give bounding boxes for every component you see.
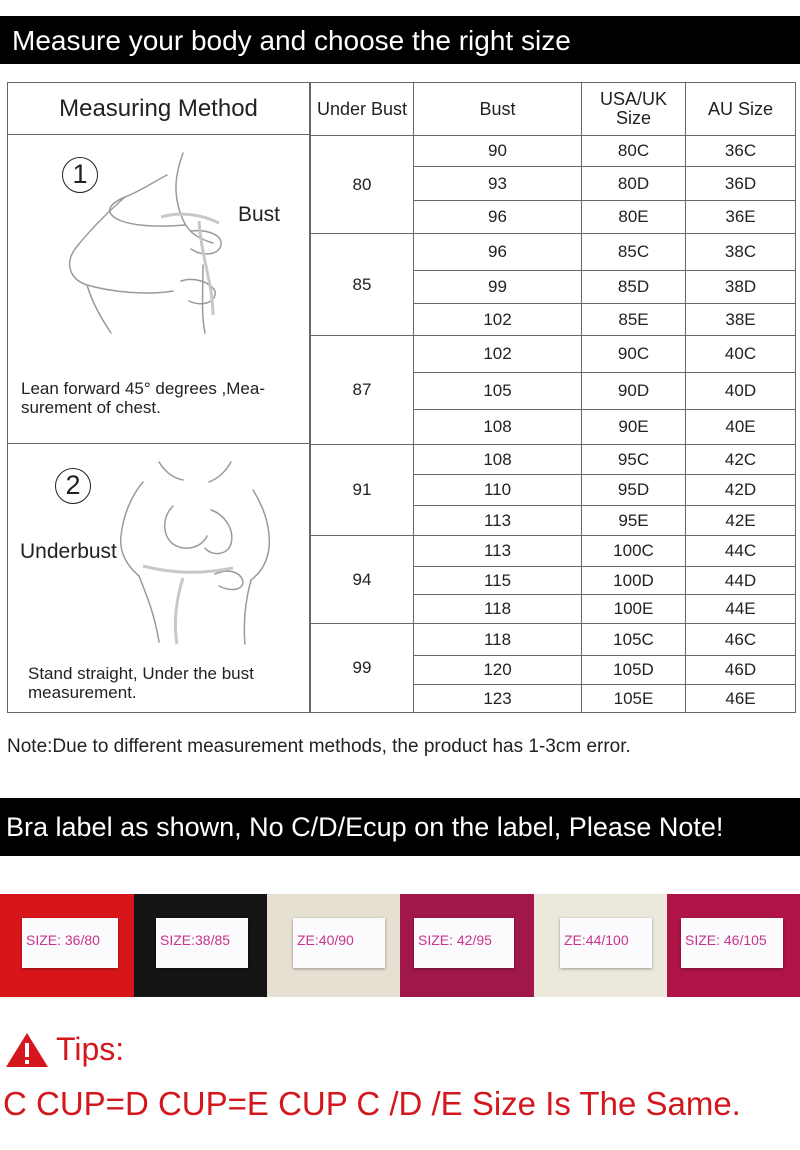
- method-step-underbust: [7, 443, 310, 713]
- label-banner-text: Bra label as shown, No C/D/Ecup on the label, Please Note!: [6, 812, 724, 842]
- bust-cell: 110: [414, 475, 582, 506]
- size-label-tag: [22, 918, 118, 968]
- bust-measure-illustration: [63, 145, 233, 335]
- size-label-tag: [156, 918, 248, 968]
- tips-text: C CUP=D CUP=E CUP C /D /E Size Is The Same.: [3, 1085, 741, 1122]
- au-cell: 44D: [686, 567, 796, 595]
- au-cell: 44C: [686, 536, 796, 567]
- top-banner: [0, 16, 800, 64]
- underbust-description-line1: Stand straight, Under the bust: [28, 664, 254, 683]
- usa-uk-cell: 95D: [582, 475, 686, 506]
- usa-uk-cell: 85D: [582, 271, 686, 304]
- bust-cell: 115: [414, 567, 582, 595]
- bust-cell: 123: [414, 685, 582, 713]
- size-label-tag: [414, 918, 514, 968]
- usa-uk-cell: 90C: [582, 336, 686, 373]
- usa-uk-cell: 90E: [582, 410, 686, 445]
- au-cell: 36C: [686, 136, 796, 167]
- bust-description: [21, 379, 265, 417]
- size-table-body: [311, 136, 796, 713]
- bust-cell: 96: [414, 234, 582, 271]
- size-table: [310, 82, 796, 713]
- bust-description-line1: Lean forward 45° degrees ,Mea-: [21, 379, 265, 398]
- bust-cell: 105: [414, 373, 582, 410]
- size-label-tag: [560, 918, 652, 968]
- au-cell: 38D: [686, 271, 796, 304]
- size-label-photo: [134, 894, 267, 997]
- bust-cell: 102: [414, 336, 582, 373]
- table-row: [311, 136, 796, 167]
- under-bust-cell: 85: [311, 234, 414, 336]
- bust-cell: 108: [414, 445, 582, 475]
- table-header-row: [311, 83, 796, 136]
- size-label-text: ZE:40/90: [297, 932, 354, 948]
- au-cell: 46C: [686, 624, 796, 656]
- au-size-header: AU Size: [686, 83, 796, 136]
- size-label-text: SIZE: 42/95: [418, 932, 492, 948]
- step-number-2: 2: [55, 468, 91, 504]
- table-row: [311, 624, 796, 656]
- table-row: [311, 445, 796, 475]
- top-banner-text: Measure your body and choose the right size: [12, 25, 571, 56]
- measurement-note: Note:Due to different measurement methods, the product has 1-3cm error.: [7, 736, 631, 757]
- usa-uk-cell: 105D: [582, 656, 686, 685]
- bust-cell: 113: [414, 536, 582, 567]
- underbust-measure-illustration: [103, 456, 278, 646]
- au-cell: 36E: [686, 201, 796, 234]
- au-cell: 42E: [686, 506, 796, 536]
- label-banner: [0, 798, 800, 856]
- size-label-photo: [667, 894, 800, 997]
- au-cell: 42D: [686, 475, 796, 506]
- size-label-text: SIZE: 36/80: [26, 932, 100, 948]
- usa-uk-cell: 95C: [582, 445, 686, 475]
- bust-header: Bust: [414, 83, 582, 136]
- au-cell: 46D: [686, 656, 796, 685]
- au-cell: 46E: [686, 685, 796, 713]
- size-label-photo: [400, 894, 534, 997]
- bust-cell: 99: [414, 271, 582, 304]
- step-number-1: 1: [62, 157, 98, 193]
- usa-uk-cell: 85E: [582, 304, 686, 336]
- au-cell: 38E: [686, 304, 796, 336]
- size-label-photo: [534, 894, 667, 997]
- under-bust-header: Under Bust: [311, 83, 414, 136]
- bust-cell: 93: [414, 167, 582, 201]
- au-cell: 38C: [686, 234, 796, 271]
- usa-uk-cell: 100C: [582, 536, 686, 567]
- table-row: [311, 336, 796, 373]
- method-header-text: Measuring Method: [59, 95, 258, 122]
- au-cell: 44E: [686, 595, 796, 624]
- au-cell: 42C: [686, 445, 796, 475]
- bust-cell: 118: [414, 624, 582, 656]
- under-bust-cell: 87: [311, 336, 414, 445]
- bust-cell: 108: [414, 410, 582, 445]
- under-bust-cell: 91: [311, 445, 414, 536]
- size-label-photo: [267, 894, 400, 997]
- usa-uk-cell: 90D: [582, 373, 686, 410]
- table-row: [311, 234, 796, 271]
- method-header: [7, 82, 310, 135]
- size-label-text: SIZE: 46/105: [685, 932, 767, 948]
- table-row: [311, 536, 796, 567]
- au-cell: 40E: [686, 410, 796, 445]
- bust-cell: 102: [414, 304, 582, 336]
- under-bust-cell: 94: [311, 536, 414, 624]
- size-label-photos: [0, 894, 800, 997]
- bust-cell: 96: [414, 201, 582, 234]
- size-label-tag: [681, 918, 783, 968]
- bust-cell: 113: [414, 506, 582, 536]
- size-label-photo: [0, 894, 134, 997]
- under-bust-cell: 80: [311, 136, 414, 234]
- method-step-bust: [7, 134, 310, 444]
- usa-uk-cell: 80D: [582, 167, 686, 201]
- usa-uk-size-header: [582, 83, 686, 136]
- usa-uk-cell: 80C: [582, 136, 686, 167]
- underbust-label: Underbust: [20, 540, 117, 563]
- bust-cell: 90: [414, 136, 582, 167]
- au-cell: 40D: [686, 373, 796, 410]
- au-cell: 36D: [686, 167, 796, 201]
- under-bust-cell: 99: [311, 624, 414, 713]
- bust-label: Bust: [238, 203, 281, 226]
- bust-cell: 118: [414, 595, 582, 624]
- bust-description-line2: surement of chest.: [21, 398, 161, 417]
- tips-label: Tips:: [56, 1031, 125, 1067]
- size-label-tag: [293, 918, 385, 968]
- usa-uk-cell: 85C: [582, 234, 686, 271]
- usa-uk-cell: 95E: [582, 506, 686, 536]
- bust-cell: 120: [414, 656, 582, 685]
- usa-uk-cell: 100E: [582, 595, 686, 624]
- usa-uk-header-line1: USA/UK: [599, 89, 668, 109]
- warning-icon: [5, 1032, 49, 1068]
- size-label-text: ZE:44/100: [564, 932, 629, 948]
- usa-uk-cell: 105C: [582, 624, 686, 656]
- usa-uk-header-line2: Size: [615, 108, 651, 128]
- usa-uk-cell: 80E: [582, 201, 686, 234]
- usa-uk-cell: 100D: [582, 567, 686, 595]
- usa-uk-cell: 105E: [582, 685, 686, 713]
- size-label-text: SIZE:38/85: [160, 932, 231, 948]
- underbust-description: [28, 664, 254, 702]
- underbust-description-line2: measurement.: [28, 683, 137, 702]
- au-cell: 40C: [686, 336, 796, 373]
